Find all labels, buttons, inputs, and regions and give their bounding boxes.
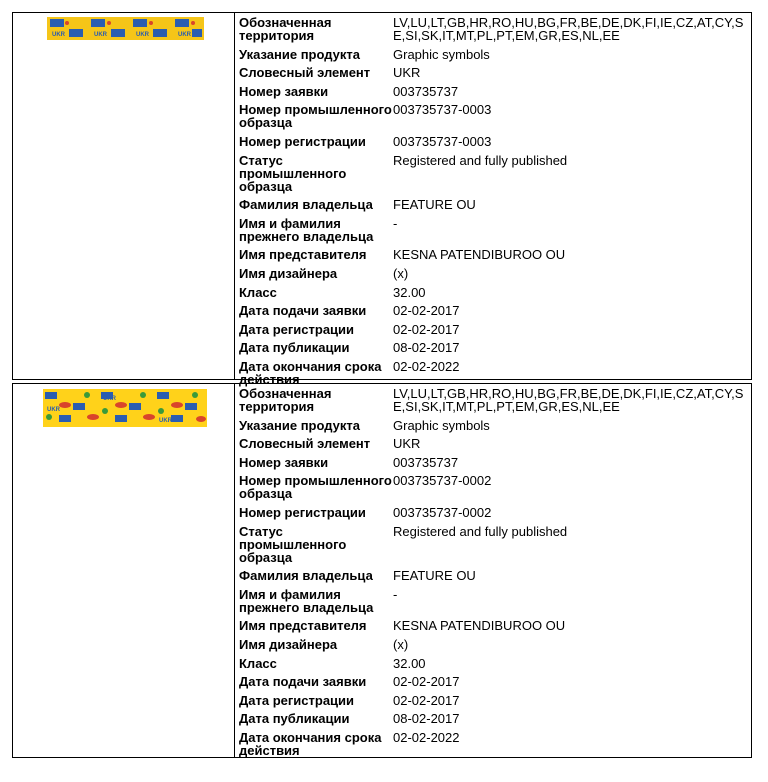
value: 003735737-0002 — [393, 504, 492, 520]
value: 003735737 — [393, 83, 459, 99]
value: - — [393, 586, 398, 602]
row-design-number — [239, 103, 751, 129]
label: Дата подачи заявки — [239, 303, 367, 319]
row-filing-date — [239, 304, 751, 317]
row-previous-owner — [239, 217, 751, 243]
label: Дата регистрации — [239, 321, 355, 337]
value: 02-02-2017 — [393, 692, 460, 708]
label: Номер заявки — [239, 454, 329, 470]
value: 02-02-2017 — [393, 321, 460, 337]
row-expiry-date — [239, 360, 751, 386]
value: Registered and fully published — [393, 152, 568, 168]
row-registration-number — [239, 135, 751, 148]
row-publication-date — [239, 341, 751, 354]
label: Статус промышленного образца — [239, 523, 347, 565]
label: Номер промышленного образца — [239, 102, 392, 131]
label: Словесный элемент — [239, 436, 371, 452]
row-owner — [239, 569, 751, 582]
value: 02-02-2017 — [393, 303, 460, 319]
design-thumbnail[interactable] — [43, 389, 207, 427]
value: 003735737-0003 — [393, 133, 492, 149]
label: Статус промышленного образца — [239, 152, 347, 194]
label: Указание продукта — [239, 46, 360, 62]
row-territory — [239, 16, 751, 42]
design-info — [235, 13, 751, 387]
design-image-cell — [13, 384, 235, 757]
thumb-label: UKR — [159, 418, 172, 424]
value: 003735737-0003 — [393, 102, 492, 118]
label: Номер регистрации — [239, 133, 366, 149]
label: Имя дизайнера — [239, 636, 338, 652]
row-word-element — [239, 66, 751, 79]
row-territory — [239, 387, 751, 413]
design-info — [235, 384, 751, 757]
row-word-element — [239, 437, 751, 450]
row-design-number — [239, 474, 751, 500]
row-registration-number — [239, 506, 751, 519]
thumb-label: UKR — [52, 32, 65, 38]
ukr-pattern-image — [47, 17, 204, 40]
label: Дата публикации — [239, 340, 350, 356]
row-designer — [239, 267, 751, 280]
row-design-status — [239, 525, 751, 564]
value: FEATURE OU — [393, 197, 476, 213]
row-owner — [239, 198, 751, 211]
row-application-number — [239, 456, 751, 469]
row-product — [239, 419, 751, 432]
label: Имя представителя — [239, 618, 367, 634]
label: Номер промышленного образца — [239, 473, 392, 502]
label: Имя и фамилия прежнего владельца — [239, 215, 374, 244]
value: Graphic symbols — [393, 46, 490, 62]
label: Имя и фамилия прежнего владельца — [239, 586, 374, 615]
value: (x) — [393, 636, 409, 652]
value: LV,LU,LT,GB,HR,RO,HU,BG,FR,BE,DE,DK,FI,IE,CZ,AT,CY,SE,SI,SK,IT,MT,PL,PT,EM,GR,ES,NL,EE — [393, 386, 744, 414]
row-representative — [239, 248, 751, 261]
label: Имя дизайнера — [239, 265, 338, 281]
label: Класс — [239, 655, 277, 671]
row-class — [239, 657, 751, 670]
value: UKR — [393, 436, 421, 452]
label: Фамилия владельца — [239, 568, 373, 584]
value: - — [393, 215, 398, 231]
row-registration-date — [239, 694, 751, 707]
label: Дата публикации — [239, 711, 350, 727]
design-thumbnail[interactable] — [47, 17, 204, 40]
label: Обозначенная территория — [239, 386, 332, 414]
value: Graphic symbols — [393, 417, 490, 433]
ukr-pattern-image — [43, 389, 207, 427]
row-registration-date — [239, 323, 751, 336]
row-design-status — [239, 154, 751, 193]
label: Дата регистрации — [239, 692, 355, 708]
thumb-label: UKR — [103, 396, 116, 402]
design-record-2 — [12, 383, 752, 758]
design-record-1 — [12, 12, 752, 387]
value: 02-02-2022 — [393, 729, 460, 745]
value: 08-02-2017 — [393, 711, 460, 727]
value: LV,LU,LT,GB,HR,RO,HU,BG,FR,BE,DE,DK,FI,IE,CZ,AT,CY,SE,SI,SK,IT,MT,PL,PT,EM,GR,ES,NL,EE — [393, 15, 744, 43]
value: 02-02-2022 — [393, 358, 460, 374]
value: 08-02-2017 — [393, 340, 460, 356]
thumb-label: UKR — [136, 32, 149, 38]
label: Словесный элемент — [239, 65, 371, 81]
label: Имя представителя — [239, 247, 367, 263]
row-filing-date — [239, 675, 751, 688]
row-class — [239, 286, 751, 299]
value: 32.00 — [393, 284, 426, 300]
label: Обозначенная территория — [239, 15, 332, 43]
row-application-number — [239, 85, 751, 98]
value: KESNA PATENDIBUROO OU — [393, 247, 566, 263]
row-previous-owner — [239, 588, 751, 614]
thumb-label: UKR — [178, 32, 191, 38]
label: Класс — [239, 284, 277, 300]
value: 32.00 — [393, 655, 426, 671]
row-representative — [239, 619, 751, 632]
label: Указание продукта — [239, 417, 360, 433]
value: 003735737-0002 — [393, 473, 492, 489]
value: 02-02-2017 — [393, 674, 460, 690]
row-product — [239, 48, 751, 61]
thumb-label: UKR — [47, 407, 60, 413]
label: Фамилия владельца — [239, 197, 373, 213]
row-expiry-date — [239, 731, 751, 757]
value: UKR — [393, 65, 421, 81]
value: Registered and fully published — [393, 523, 568, 539]
value: FEATURE OU — [393, 568, 476, 584]
label: Дата окончания срока действия — [239, 358, 382, 387]
thumb-label: UKR — [94, 32, 107, 38]
label: Дата подачи заявки — [239, 674, 367, 690]
label: Дата окончания срока действия — [239, 729, 382, 758]
value: (x) — [393, 265, 409, 281]
value: KESNA PATENDIBUROO OU — [393, 618, 566, 634]
row-publication-date — [239, 712, 751, 725]
label: Номер заявки — [239, 83, 329, 99]
value: 003735737 — [393, 454, 459, 470]
row-designer — [239, 638, 751, 651]
label: Номер регистрации — [239, 504, 366, 520]
design-image-cell — [13, 13, 235, 379]
